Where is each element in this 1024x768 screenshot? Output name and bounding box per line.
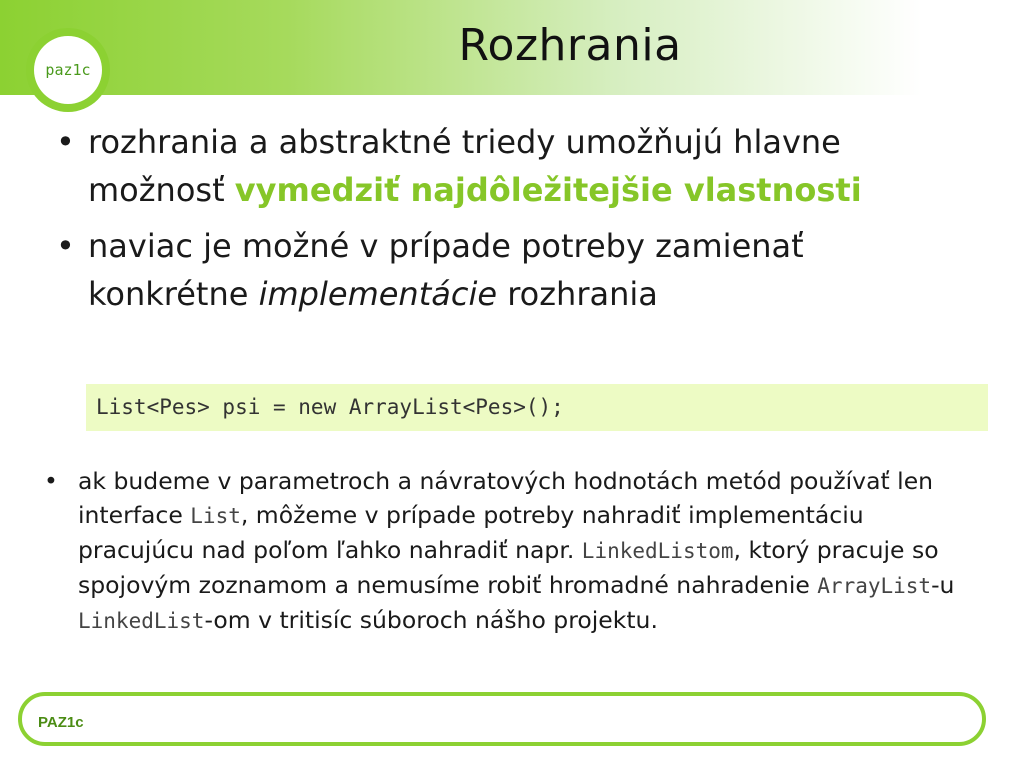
detail-text: ak budeme v parametroch a návratových hodnotách metód používať len interface: [78, 467, 934, 529]
bullet-marker: •: [56, 123, 75, 161]
list-item: [52, 118, 972, 214]
footer-label: PAZ1c: [38, 714, 84, 731]
slide-title: Rozhrania: [458, 20, 682, 71]
italic-text: implementácie: [258, 275, 498, 313]
main-bullet-list: [52, 118, 972, 326]
code-inline: List: [190, 504, 241, 528]
code-inline: LinkedListom: [581, 539, 734, 563]
detail-bullet-list: [40, 464, 970, 638]
detail-text: , môžeme v prípade potreby nahradiť implementáciu pracujúcu nad poľom ľahko nahradiť napr.: [78, 501, 864, 564]
highlight-text: vymedziť najdôležitejšie vlastnosti: [234, 171, 862, 209]
bullet-marker: •: [44, 467, 58, 495]
logo-text: paz1c: [45, 61, 91, 79]
bullet-text-end: rozhrania: [497, 275, 658, 313]
bullet-text: rozhrania a abstraktné triedy umožňujú hlavne možnosť: [88, 123, 841, 209]
list-item: [40, 464, 970, 638]
detail-text: , ktorý pracuje so spojovým zoznamom a nemusíme robiť hromadné nahradenie: [78, 536, 939, 599]
code-inline: ArrayList: [817, 574, 932, 598]
code-example: List<Pes> psi = new ArrayList<Pes>();: [86, 384, 988, 431]
detail-text: -u: [931, 571, 955, 599]
bullet-marker: •: [56, 227, 75, 265]
footer-frame: [18, 692, 986, 746]
list-item: [52, 222, 972, 318]
bullet-text: naviac je možné v prípade potreby zamienať konkrétne: [88, 227, 804, 313]
code-inline: LinkedList: [78, 609, 205, 633]
detail-text: -om v tritisíc súboroch nášho projektu.: [204, 606, 658, 634]
